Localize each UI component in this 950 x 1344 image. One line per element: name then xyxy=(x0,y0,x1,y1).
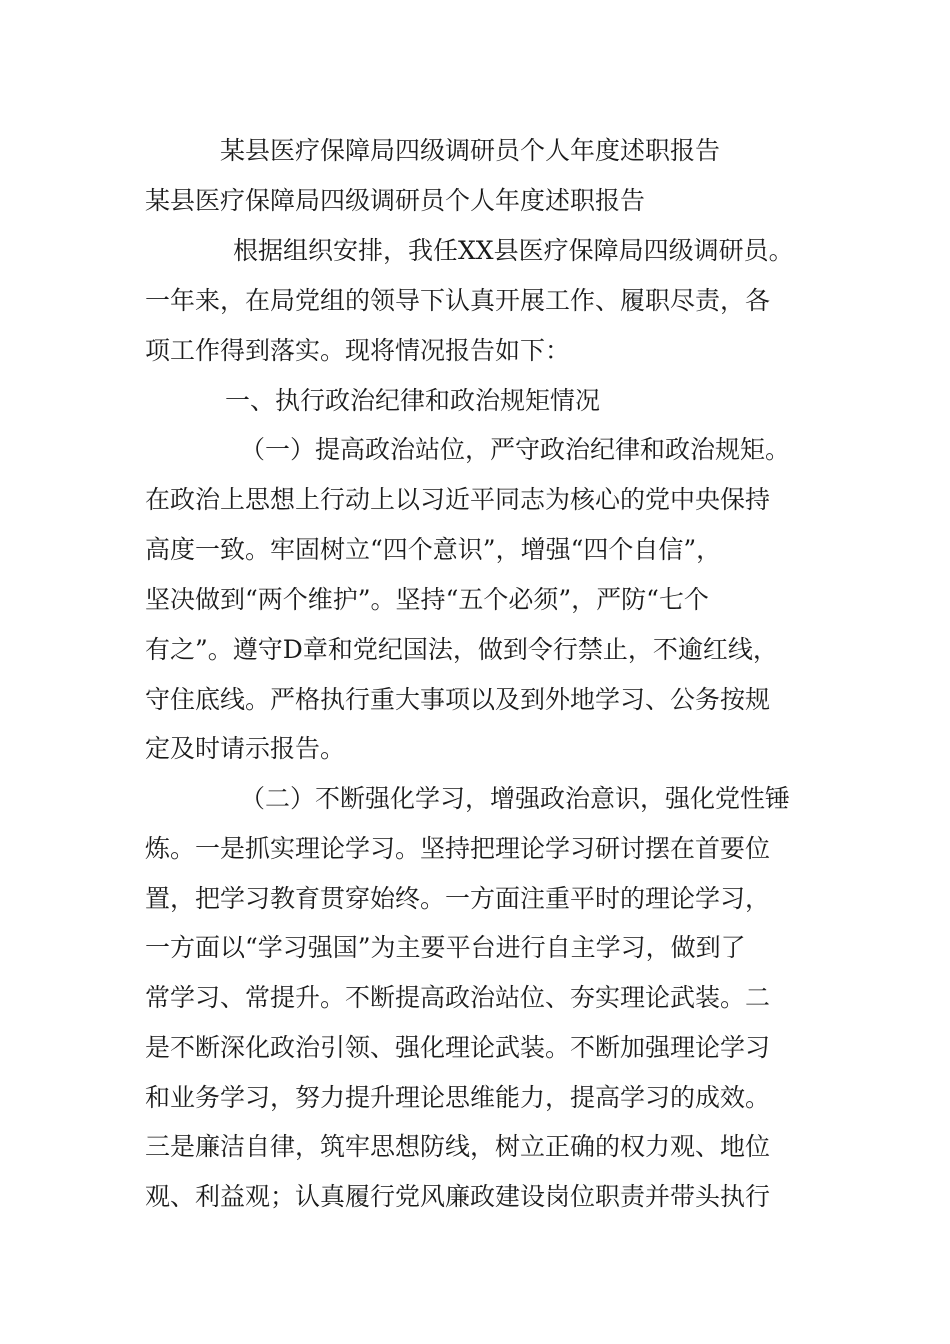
body-line: 常学习、常提升。不断提高政治站位、夯实理论武装。二 xyxy=(145,983,771,1012)
subsection-heading: （一）提高政治站位，严守政治纪律和政治规矩。 xyxy=(240,435,791,464)
body-line: 和业务学习，努力提升理论思维能力，提高学习的成效。 xyxy=(145,1083,771,1112)
body-line: 置，把学习教育贯穿始终。一方面注重平时的理论学习， xyxy=(145,884,771,913)
body-line: 炼。一是抓实理论学习。坚持把理论学习研讨摆在首要位 xyxy=(145,834,771,863)
section-heading: 一、执行政治纪律和政治规矩情况 xyxy=(225,386,601,415)
body-line: 根据组织安排，我任XX县医疗保障局四级调研员。 xyxy=(233,236,794,265)
body-line: 观、利益观；认真履行党风廉政建设岗位职责并带头执行 xyxy=(145,1182,771,1211)
body-line: 有之”。遵守D章和党纪国法，做到令行禁止，不逾红线， xyxy=(145,635,778,664)
subsection-heading: （二）不断强化学习，增强政治意识，强化党性锤 xyxy=(240,784,791,813)
body-line: 守住底线。严格执行重大事项以及到外地学习、公务按规 xyxy=(145,685,771,714)
body-line: 三是廉洁自律，筑牢思想防线，树立正确的权力观、地位 xyxy=(145,1132,771,1161)
document-title: 某县医疗保障局四级调研员个人年度述职报告 xyxy=(220,136,721,165)
body-line: 一年来，在局党组的领导下认真开展工作、履职尽责，各 xyxy=(145,286,771,315)
body-line: 在政治上思想上行动上以习近平同志为核心的党中央保持 xyxy=(145,485,771,514)
body-line: 高度一致。牢固树立“四个意识”，增强“四个自信”， xyxy=(145,535,722,564)
body-line: 定及时请示报告。 xyxy=(145,734,346,763)
body-line: 坚决做到“两个维护”。坚持“五个必须”，严防“七个 xyxy=(145,585,709,614)
body-line: 一方面以“学习强国”为主要平台进行自主学习，做到了 xyxy=(145,933,746,962)
body-line: 项工作得到落实。现将情况报告如下： xyxy=(145,336,571,365)
body-line: 是不断深化政治引领、强化理论武装。不断加强理论学习 xyxy=(145,1033,771,1062)
document-subtitle: 某县医疗保障局四级调研员个人年度述职报告 xyxy=(145,186,646,215)
